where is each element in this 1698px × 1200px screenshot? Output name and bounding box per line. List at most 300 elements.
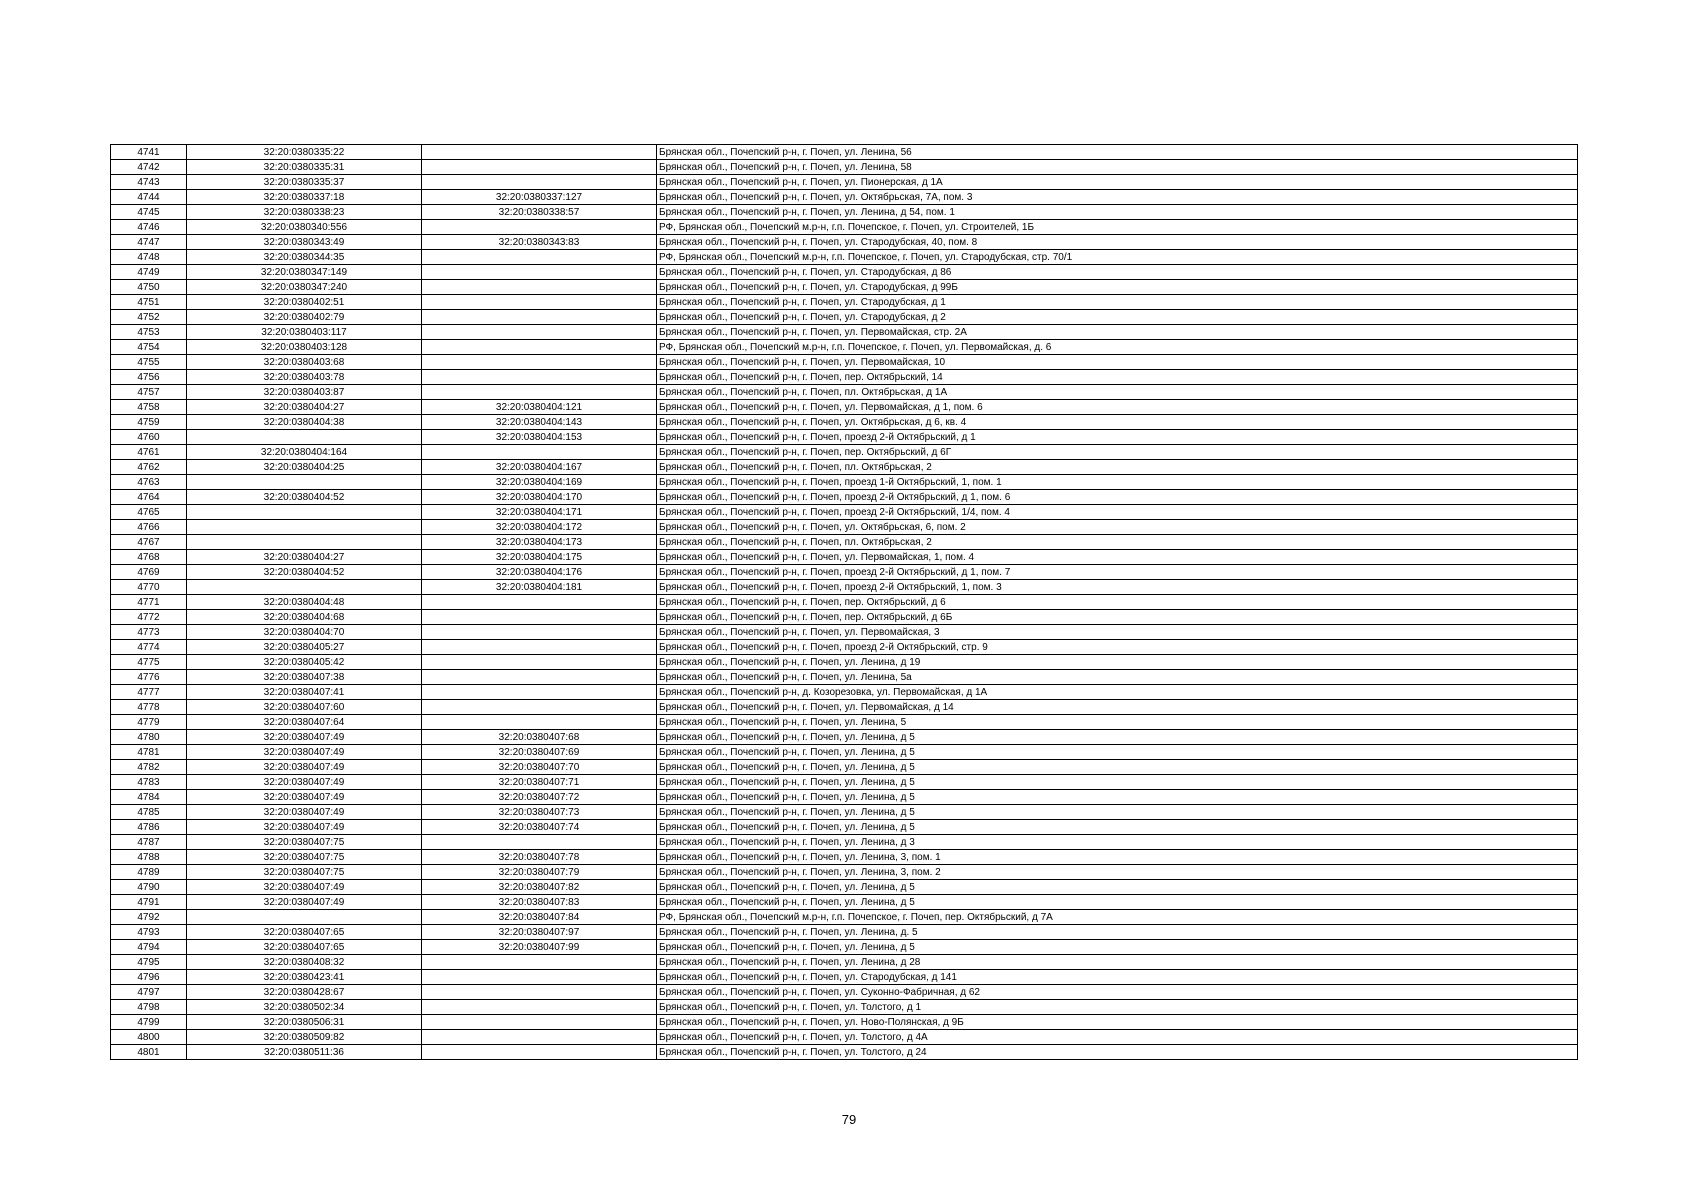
land-cadastral-cell: 32:20:0380506:31 — [187, 1015, 422, 1030]
row-number-cell: 4789 — [111, 865, 187, 880]
row-number-cell: 4775 — [111, 655, 187, 670]
address-cell: Брянская обл., Почепский р-н, г. Почеп, ул. Ленина, д 5 — [657, 820, 1578, 835]
table-row — [111, 835, 1578, 850]
row-number-cell: 4758 — [111, 400, 187, 415]
object-cadastral-cell — [422, 1045, 657, 1060]
object-cadastral-cell: 32:20:0380407:71 — [422, 775, 657, 790]
row-number-cell: 4763 — [111, 475, 187, 490]
land-cadastral-cell: 32:20:0380428:67 — [187, 985, 422, 1000]
land-cadastral-cell: 32:20:0380407:49 — [187, 805, 422, 820]
table-row — [111, 925, 1578, 940]
row-number-cell: 4774 — [111, 640, 187, 655]
row-number-cell: 4754 — [111, 340, 187, 355]
object-cadastral-cell: 32:20:0380407:70 — [422, 760, 657, 775]
row-number-cell: 4776 — [111, 670, 187, 685]
object-cadastral-cell: 32:20:0380404:175 — [422, 550, 657, 565]
land-cadastral-cell — [187, 430, 422, 445]
row-number-cell: 4757 — [111, 385, 187, 400]
address-cell: Брянская обл., Почепский р-н, г. Почеп, ул. Первомайская, 10 — [657, 355, 1578, 370]
row-number-cell: 4772 — [111, 610, 187, 625]
object-cadastral-cell — [422, 370, 657, 385]
table-row — [111, 325, 1578, 340]
land-cadastral-cell: 32:20:0380407:75 — [187, 850, 422, 865]
table-row — [111, 895, 1578, 910]
table-row — [111, 265, 1578, 280]
object-cadastral-cell: 32:20:0380407:99 — [422, 940, 657, 955]
row-number-cell: 4755 — [111, 355, 187, 370]
address-cell: Брянская обл., Почепский р-н, г. Почеп, ул. Стародубская, д 2 — [657, 310, 1578, 325]
table-row — [111, 535, 1578, 550]
address-cell: Брянская обл., Почепский р-н, г. Почеп, ул. Ленина, д 3 — [657, 835, 1578, 850]
table-row — [111, 700, 1578, 715]
row-number-cell: 4796 — [111, 970, 187, 985]
table-row — [111, 595, 1578, 610]
address-cell: Брянская обл., Почепский р-н, г. Почеп, ул. Стародубская, 40, пом. 8 — [657, 235, 1578, 250]
row-number-cell: 4759 — [111, 415, 187, 430]
address-cell: Брянская обл., Почепский р-н, г. Почеп, ул. Ленина, 5 — [657, 715, 1578, 730]
land-cadastral-cell: 32:20:0380403:87 — [187, 385, 422, 400]
land-cadastral-cell: 32:20:0380509:82 — [187, 1030, 422, 1045]
address-cell: Брянская обл., Почепский р-н, г. Почеп, пл. Октябрьская, 2 — [657, 460, 1578, 475]
address-cell: РФ, Брянская обл., Почепский м.р-н, г.п. Почепское, г. Почеп, ул. Первомайская, д. 6 — [657, 340, 1578, 355]
table-row — [111, 1015, 1578, 1030]
object-cadastral-cell — [422, 1030, 657, 1045]
land-cadastral-cell: 32:20:0380338:23 — [187, 205, 422, 220]
address-cell: Брянская обл., Почепский р-н, г. Почеп, ул. Ленина, д 54, пом. 1 — [657, 205, 1578, 220]
row-number-cell: 4787 — [111, 835, 187, 850]
object-cadastral-cell: 32:20:0380407:73 — [422, 805, 657, 820]
object-cadastral-cell — [422, 295, 657, 310]
row-number-cell: 4756 — [111, 370, 187, 385]
object-cadastral-cell — [422, 985, 657, 1000]
land-cadastral-cell: 32:20:0380407:49 — [187, 790, 422, 805]
table-row — [111, 220, 1578, 235]
address-cell: Брянская обл., Почепский р-н, г. Почеп, ул. Ленина, д 28 — [657, 955, 1578, 970]
land-cadastral-cell: 32:20:0380405:27 — [187, 640, 422, 655]
address-cell: Брянская обл., Почепский р-н, д. Козорезовка, ул. Первомайская, д 1А — [657, 685, 1578, 700]
object-cadastral-cell — [422, 340, 657, 355]
row-number-cell: 4799 — [111, 1015, 187, 1030]
object-cadastral-cell: 32:20:0380337:127 — [422, 190, 657, 205]
land-cadastral-cell: 32:20:0380407:65 — [187, 940, 422, 955]
land-cadastral-cell: 32:20:0380404:68 — [187, 610, 422, 625]
land-cadastral-cell: 32:20:0380347:149 — [187, 265, 422, 280]
row-number-cell: 4751 — [111, 295, 187, 310]
land-cadastral-cell: 32:20:0380343:49 — [187, 235, 422, 250]
table-row — [111, 790, 1578, 805]
object-cadastral-cell — [422, 310, 657, 325]
address-cell: Брянская обл., Почепский р-н, г. Почеп, ул. Стародубская, д 99Б — [657, 280, 1578, 295]
address-cell: Брянская обл., Почепский р-н, г. Почеп, пер. Октябрьский, 14 — [657, 370, 1578, 385]
object-cadastral-cell: 32:20:0380407:74 — [422, 820, 657, 835]
address-cell: Брянская обл., Почепский р-н, г. Почеп, проезд 2-й Октябрьский, д 1, пом. 6 — [657, 490, 1578, 505]
address-cell: Брянская обл., Почепский р-н, г. Почеп, ул. Первомайская, стр. 2А — [657, 325, 1578, 340]
address-cell: Брянская обл., Почепский р-н, г. Почеп, ул. Толстого, д 4А — [657, 1030, 1578, 1045]
table-row — [111, 475, 1578, 490]
table-row — [111, 820, 1578, 835]
table-row — [111, 745, 1578, 760]
row-number-cell: 4782 — [111, 760, 187, 775]
object-cadastral-cell: 32:20:0380404:171 — [422, 505, 657, 520]
row-number-cell: 4773 — [111, 625, 187, 640]
address-cell: Брянская обл., Почепский р-н, г. Почеп, ул. Стародубская, д 1 — [657, 295, 1578, 310]
address-cell: Брянская обл., Почепский р-н, г. Почеп, проезд 2-й Октябрьский, 1, пом. 3 — [657, 580, 1578, 595]
address-cell: Брянская обл., Почепский р-н, г. Почеп, проезд 2-й Октябрьский, 1/4, пом. 4 — [657, 505, 1578, 520]
object-cadastral-cell — [422, 955, 657, 970]
land-cadastral-cell: 32:20:0380402:79 — [187, 310, 422, 325]
object-cadastral-cell — [422, 835, 657, 850]
object-cadastral-cell — [422, 355, 657, 370]
row-number-cell: 4745 — [111, 205, 187, 220]
object-cadastral-cell — [422, 655, 657, 670]
table-row — [111, 340, 1578, 355]
object-cadastral-cell — [422, 145, 657, 160]
land-cadastral-cell: 32:20:0380347:240 — [187, 280, 422, 295]
land-cadastral-cell: 32:20:0380337:18 — [187, 190, 422, 205]
table-row — [111, 685, 1578, 700]
object-cadastral-cell — [422, 970, 657, 985]
table-row — [111, 805, 1578, 820]
table-row — [111, 670, 1578, 685]
address-cell: Брянская обл., Почепский р-н, г. Почеп, ул. Ленина, 3, пом. 1 — [657, 850, 1578, 865]
table-row — [111, 190, 1578, 205]
land-cadastral-cell: 32:20:0380407:49 — [187, 895, 422, 910]
object-cadastral-cell: 32:20:0380407:69 — [422, 745, 657, 760]
object-cadastral-cell: 32:20:0380338:57 — [422, 205, 657, 220]
row-number-cell: 4743 — [111, 175, 187, 190]
object-cadastral-cell — [422, 325, 657, 340]
row-number-cell: 4761 — [111, 445, 187, 460]
land-cadastral-cell — [187, 580, 422, 595]
table-row — [111, 730, 1578, 745]
address-cell: Брянская обл., Почепский р-н, г. Почеп, ул. Ленина, д 5 — [657, 790, 1578, 805]
row-number-cell: 4752 — [111, 310, 187, 325]
table-row — [111, 985, 1578, 1000]
address-cell: Брянская обл., Почепский р-н, г. Почеп, ул. Ленина, д 19 — [657, 655, 1578, 670]
table-row — [111, 775, 1578, 790]
table-row — [111, 760, 1578, 775]
page-number: 79 — [841, 1112, 857, 1127]
object-cadastral-cell: 32:20:0380404:121 — [422, 400, 657, 415]
table-row — [111, 505, 1578, 520]
object-cadastral-cell: 32:20:0380407:72 — [422, 790, 657, 805]
land-cadastral-cell: 32:20:0380407:41 — [187, 685, 422, 700]
address-cell: Брянская обл., Почепский р-н, г. Почеп, ул. Пионерская, д 1А — [657, 175, 1578, 190]
land-cadastral-cell: 32:20:0380407:75 — [187, 835, 422, 850]
object-cadastral-cell: 32:20:0380404:167 — [422, 460, 657, 475]
object-cadastral-cell — [422, 265, 657, 280]
object-cadastral-cell: 32:20:0380343:83 — [422, 235, 657, 250]
object-cadastral-cell — [422, 595, 657, 610]
object-cadastral-cell — [422, 610, 657, 625]
land-cadastral-cell: 32:20:0380407:49 — [187, 745, 422, 760]
table-row — [111, 145, 1578, 160]
row-number-cell: 4760 — [111, 430, 187, 445]
address-cell: Брянская обл., Почепский р-н, г. Почеп, ул. Ленина, д 5 — [657, 745, 1578, 760]
address-cell: Брянская обл., Почепский р-н, г. Почеп, ул. Стародубская, д 141 — [657, 970, 1578, 985]
row-number-cell: 4750 — [111, 280, 187, 295]
row-number-cell: 4767 — [111, 535, 187, 550]
address-cell: Брянская обл., Почепский р-н, г. Почеп, ул. Ленина, 56 — [657, 145, 1578, 160]
object-cadastral-cell — [422, 625, 657, 640]
row-number-cell: 4780 — [111, 730, 187, 745]
address-cell: Брянская обл., Почепский р-н, г. Почеп, ул. Ленина, д 5 — [657, 760, 1578, 775]
table-row — [111, 880, 1578, 895]
address-cell: Брянская обл., Почепский р-н, г. Почеп, ул. Ленина, д. 5 — [657, 925, 1578, 940]
table-row — [111, 400, 1578, 415]
table-row — [111, 955, 1578, 970]
object-cadastral-cell — [422, 700, 657, 715]
address-cell: Брянская обл., Почепский р-н, г. Почеп, ул. Ленина, д 5 — [657, 880, 1578, 895]
address-cell: Брянская обл., Почепский р-н, г. Почеп, ул. Первомайская, 1, пом. 4 — [657, 550, 1578, 565]
table-row — [111, 655, 1578, 670]
address-cell: Брянская обл., Почепский р-н, г. Почеп, пер. Октябрьский, д 6 — [657, 595, 1578, 610]
address-cell: Брянская обл., Почепский р-н, г. Почеп, ул. Толстого, д 1 — [657, 1000, 1578, 1015]
table-row — [111, 550, 1578, 565]
row-number-cell: 4785 — [111, 805, 187, 820]
row-number-cell: 4798 — [111, 1000, 187, 1015]
row-number-cell: 4765 — [111, 505, 187, 520]
table-row — [111, 580, 1578, 595]
row-number-cell: 4797 — [111, 985, 187, 1000]
object-cadastral-cell — [422, 175, 657, 190]
address-cell: Брянская обл., Почепский р-н, г. Почеп, ул. Октябрьская, 6, пом. 2 — [657, 520, 1578, 535]
table-row — [111, 310, 1578, 325]
land-cadastral-cell: 32:20:0380335:22 — [187, 145, 422, 160]
land-cadastral-cell: 32:20:0380403:128 — [187, 340, 422, 355]
table-row — [111, 520, 1578, 535]
object-cadastral-cell: 32:20:0380404:170 — [422, 490, 657, 505]
row-number-cell: 4741 — [111, 145, 187, 160]
address-cell: Брянская обл., Почепский р-н, г. Почеп, проезд 2-й Октябрьский, стр. 9 — [657, 640, 1578, 655]
registry-table — [110, 144, 1578, 1060]
object-cadastral-cell — [422, 385, 657, 400]
table-row — [111, 1030, 1578, 1045]
row-number-cell: 4753 — [111, 325, 187, 340]
table-row — [111, 280, 1578, 295]
address-cell: Брянская обл., Почепский р-н, г. Почеп, ул. Первомайская, 3 — [657, 625, 1578, 640]
address-cell: Брянская обл., Почепский р-н, г. Почеп, ул. Толстого, д 24 — [657, 1045, 1578, 1060]
row-number-cell: 4748 — [111, 250, 187, 265]
table-row — [111, 415, 1578, 430]
table-row — [111, 355, 1578, 370]
land-cadastral-cell: 32:20:0380344:35 — [187, 250, 422, 265]
table-row — [111, 850, 1578, 865]
row-number-cell: 4793 — [111, 925, 187, 940]
object-cadastral-cell: 32:20:0380404:176 — [422, 565, 657, 580]
address-cell: Брянская обл., Почепский р-н, г. Почеп, ул. Первомайская, д 14 — [657, 700, 1578, 715]
object-cadastral-cell — [422, 250, 657, 265]
address-cell: Брянская обл., Почепский р-н, г. Почеп, ул. Ленина, д 5 — [657, 805, 1578, 820]
land-cadastral-cell — [187, 910, 422, 925]
address-cell: РФ, Брянская обл., Почепский м.р-н, г.п. Почепское, г. Почеп, ул. Стародубская, стр. 70/1 — [657, 250, 1578, 265]
land-cadastral-cell: 32:20:0380407:49 — [187, 775, 422, 790]
address-cell: Брянская обл., Почепский р-н, г. Почеп, ул. Ленина, 3, пом. 2 — [657, 865, 1578, 880]
land-cadastral-cell: 32:20:0380407:49 — [187, 820, 422, 835]
land-cadastral-cell: 32:20:0380407:60 — [187, 700, 422, 715]
land-cadastral-cell: 32:20:0380407:49 — [187, 880, 422, 895]
row-number-cell: 4778 — [111, 700, 187, 715]
table-row — [111, 970, 1578, 985]
table-row — [111, 430, 1578, 445]
land-cadastral-cell: 32:20:0380405:42 — [187, 655, 422, 670]
object-cadastral-cell: 32:20:0380407:78 — [422, 850, 657, 865]
object-cadastral-cell: 32:20:0380407:84 — [422, 910, 657, 925]
table-row — [111, 160, 1578, 175]
table-row — [111, 940, 1578, 955]
row-number-cell: 4779 — [111, 715, 187, 730]
row-number-cell: 4770 — [111, 580, 187, 595]
table-row — [111, 370, 1578, 385]
land-cadastral-cell: 32:20:0380404:38 — [187, 415, 422, 430]
row-number-cell: 4769 — [111, 565, 187, 580]
land-cadastral-cell: 32:20:0380404:164 — [187, 445, 422, 460]
table-body — [111, 145, 1578, 1060]
land-cadastral-cell: 32:20:0380407:65 — [187, 925, 422, 940]
table-row — [111, 490, 1578, 505]
row-number-cell: 4742 — [111, 160, 187, 175]
row-number-cell: 4777 — [111, 685, 187, 700]
table-row — [111, 460, 1578, 475]
object-cadastral-cell — [422, 160, 657, 175]
land-cadastral-cell — [187, 505, 422, 520]
row-number-cell: 4783 — [111, 775, 187, 790]
table-row — [111, 715, 1578, 730]
row-number-cell: 4768 — [111, 550, 187, 565]
table-row — [111, 1000, 1578, 1015]
row-number-cell: 4784 — [111, 790, 187, 805]
object-cadastral-cell: 32:20:0380407:68 — [422, 730, 657, 745]
table-row — [111, 205, 1578, 220]
row-number-cell: 4766 — [111, 520, 187, 535]
table-row — [111, 1045, 1578, 1060]
object-cadastral-cell: 32:20:0380404:173 — [422, 535, 657, 550]
object-cadastral-cell — [422, 715, 657, 730]
land-cadastral-cell: 32:20:0380407:75 — [187, 865, 422, 880]
address-cell: Брянская обл., Почепский р-н, г. Почеп, пл. Октябрьская, д 1А — [657, 385, 1578, 400]
land-cadastral-cell: 32:20:0380335:31 — [187, 160, 422, 175]
object-cadastral-cell — [422, 1015, 657, 1030]
row-number-cell: 4788 — [111, 850, 187, 865]
address-cell: Брянская обл., Почепский р-н, г. Почеп, ул. Ново-Полянская, д 9Б — [657, 1015, 1578, 1030]
object-cadastral-cell — [422, 220, 657, 235]
address-cell: Брянская обл., Почепский р-н, г. Почеп, ул. Ленина, д 5 — [657, 940, 1578, 955]
land-cadastral-cell: 32:20:0380404:52 — [187, 490, 422, 505]
table-row — [111, 295, 1578, 310]
address-cell: Брянская обл., Почепский р-н, г. Почеп, ул. Первомайская, д 1, пом. 6 — [657, 400, 1578, 415]
address-cell: Брянская обл., Почепский р-н, г. Почеп, ул. Стародубская, д 86 — [657, 265, 1578, 280]
table-row — [111, 250, 1578, 265]
row-number-cell: 4744 — [111, 190, 187, 205]
table-row — [111, 445, 1578, 460]
land-cadastral-cell: 32:20:0380335:37 — [187, 175, 422, 190]
table-row — [111, 625, 1578, 640]
row-number-cell: 4786 — [111, 820, 187, 835]
row-number-cell: 4791 — [111, 895, 187, 910]
address-cell: Брянская обл., Почепский р-н, г. Почеп, ул. Октябрьская, 7А, пом. 3 — [657, 190, 1578, 205]
row-number-cell: 4794 — [111, 940, 187, 955]
land-cadastral-cell: 32:20:0380404:27 — [187, 550, 422, 565]
address-cell: Брянская обл., Почепский р-н, г. Почеп, ул. Ленина, 58 — [657, 160, 1578, 175]
address-cell: Брянская обл., Почепский р-н, г. Почеп, пер. Октябрьский, д 6Б — [657, 610, 1578, 625]
object-cadastral-cell — [422, 640, 657, 655]
table-row — [111, 385, 1578, 400]
row-number-cell: 4762 — [111, 460, 187, 475]
object-cadastral-cell: 32:20:0380404:153 — [422, 430, 657, 445]
object-cadastral-cell: 32:20:0380404:169 — [422, 475, 657, 490]
row-number-cell: 4800 — [111, 1030, 187, 1045]
row-number-cell: 4801 — [111, 1045, 187, 1060]
land-cadastral-cell: 32:20:0380340:556 — [187, 220, 422, 235]
land-cadastral-cell: 32:20:0380404:52 — [187, 565, 422, 580]
land-cadastral-cell: 32:20:0380402:51 — [187, 295, 422, 310]
table-row — [111, 610, 1578, 625]
row-number-cell: 4749 — [111, 265, 187, 280]
land-cadastral-cell: 32:20:0380408:32 — [187, 955, 422, 970]
row-number-cell: 4790 — [111, 880, 187, 895]
land-cadastral-cell: 32:20:0380511:36 — [187, 1045, 422, 1060]
object-cadastral-cell: 32:20:0380407:79 — [422, 865, 657, 880]
address-cell: Брянская обл., Почепский р-н, г. Почеп, проезд 2-й Октябрьский, д 1, пом. 7 — [657, 565, 1578, 580]
address-cell: Брянская обл., Почепский р-н, г. Почеп, ул. Ленина, д 5 — [657, 775, 1578, 790]
land-cadastral-cell — [187, 520, 422, 535]
table-row — [111, 640, 1578, 655]
object-cadastral-cell: 32:20:0380404:143 — [422, 415, 657, 430]
address-cell: Брянская обл., Почепский р-н, г. Почеп, проезд 2-й Октябрьский, д 1 — [657, 430, 1578, 445]
table-row — [111, 910, 1578, 925]
address-cell: Брянская обл., Почепский р-н, г. Почеп, ул. Ленина, 5а — [657, 670, 1578, 685]
address-cell: Брянская обл., Почепский р-н, г. Почеп, пл. Октябрьская, 2 — [657, 535, 1578, 550]
table-row — [111, 235, 1578, 250]
object-cadastral-cell — [422, 445, 657, 460]
table-row — [111, 865, 1578, 880]
row-number-cell: 4795 — [111, 955, 187, 970]
land-cadastral-cell: 32:20:0380423:41 — [187, 970, 422, 985]
land-cadastral-cell: 32:20:0380404:48 — [187, 595, 422, 610]
object-cadastral-cell: 32:20:0380407:82 — [422, 880, 657, 895]
object-cadastral-cell: 32:20:0380407:83 — [422, 895, 657, 910]
land-cadastral-cell — [187, 475, 422, 490]
land-cadastral-cell: 32:20:0380404:27 — [187, 400, 422, 415]
address-cell: Брянская обл., Почепский р-н, г. Почеп, пер. Октябрьский, д 6Г — [657, 445, 1578, 460]
land-cadastral-cell: 32:20:0380404:70 — [187, 625, 422, 640]
land-cadastral-cell: 32:20:0380404:25 — [187, 460, 422, 475]
row-number-cell: 4792 — [111, 910, 187, 925]
address-cell: Брянская обл., Почепский р-н, г. Почеп, ул. Октябрьская, д 6, кв. 4 — [657, 415, 1578, 430]
land-cadastral-cell: 32:20:0380403:68 — [187, 355, 422, 370]
object-cadastral-cell: 32:20:0380404:172 — [422, 520, 657, 535]
address-cell: Брянская обл., Почепский р-н, г. Почеп, проезд 1-й Октябрьский, 1, пом. 1 — [657, 475, 1578, 490]
land-cadastral-cell — [187, 535, 422, 550]
object-cadastral-cell — [422, 280, 657, 295]
land-cadastral-cell: 32:20:0380407:49 — [187, 730, 422, 745]
object-cadastral-cell: 32:20:0380407:97 — [422, 925, 657, 940]
address-cell: РФ, Брянская обл., Почепский м.р-н, г.п. Почепское, г. Почеп, пер. Октябрьский, д 7А — [657, 910, 1578, 925]
land-cadastral-cell: 32:20:0380407:49 — [187, 760, 422, 775]
object-cadastral-cell: 32:20:0380404:181 — [422, 580, 657, 595]
address-cell: Брянская обл., Почепский р-н, г. Почеп, ул. Ленина, д 5 — [657, 730, 1578, 745]
address-cell: Брянская обл., Почепский р-н, г. Почеп, ул. Ленина, д 5 — [657, 895, 1578, 910]
row-number-cell: 4747 — [111, 235, 187, 250]
table-row — [111, 175, 1578, 190]
land-cadastral-cell: 32:20:0380407:38 — [187, 670, 422, 685]
land-cadastral-cell: 32:20:0380407:64 — [187, 715, 422, 730]
object-cadastral-cell — [422, 1000, 657, 1015]
row-number-cell: 4771 — [111, 595, 187, 610]
address-cell: Брянская обл., Почепский р-н, г. Почеп, ул. Суконно-Фабричная, д 62 — [657, 985, 1578, 1000]
land-cadastral-cell: 32:20:0380403:78 — [187, 370, 422, 385]
address-cell: РФ, Брянская обл., Почепский м.р-н, г.п. Почепское, г. Почеп, ул. Строителей, 1Б — [657, 220, 1578, 235]
